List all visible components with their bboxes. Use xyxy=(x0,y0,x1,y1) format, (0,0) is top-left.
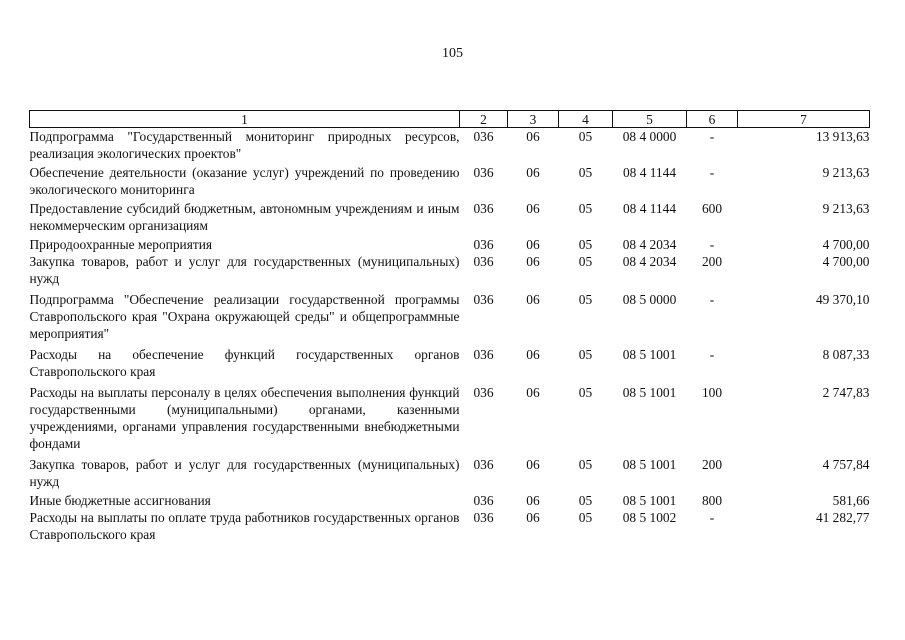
row-ministry-code: 036 xyxy=(473,237,494,252)
row-subsection-code: 05 xyxy=(578,165,593,180)
row-amount: 4 700,00 xyxy=(822,254,870,269)
row-name: Закупка товаров, работ и услуг для государственных (муниципальных) нужд xyxy=(29,254,460,286)
row-ministry-code: 036 xyxy=(473,165,494,180)
row-name: Расходы на обеспечение функций государственных органов Ставропольского края xyxy=(29,347,460,379)
row-name: Подпрограмма "Государственный мониторинг природных ресурсов, реализация экологических проектов" xyxy=(29,129,460,161)
row-target-article: 08 4 0000 xyxy=(622,129,677,144)
row-target-article: 08 5 0000 xyxy=(622,292,677,307)
row-expense-type: - xyxy=(709,347,715,362)
row-target-article: 08 4 1144 xyxy=(622,201,677,216)
row-subsection-code: 05 xyxy=(578,254,593,269)
table-row xyxy=(30,380,870,452)
row-name: Расходы на выплаты по оплате труда работников государственных органов Ставропольского края xyxy=(29,510,460,542)
row-ministry-code: 036 xyxy=(473,457,494,472)
row-section-code: 06 xyxy=(526,237,540,252)
row-subsection-code: 05 xyxy=(578,292,593,307)
table-row xyxy=(30,490,870,509)
row-section-code: 06 xyxy=(526,201,540,216)
row-ministry-code: 036 xyxy=(473,347,494,362)
row-amount: 13 913,63 xyxy=(815,129,870,144)
row-target-article: 08 5 1001 xyxy=(622,385,677,400)
column-header: 3 xyxy=(508,111,559,128)
table-row xyxy=(30,342,870,380)
row-expense-type: - xyxy=(709,129,715,144)
table-row xyxy=(30,234,870,253)
row-amount: 4 757,84 xyxy=(822,457,870,472)
row-amount: 4 700,00 xyxy=(822,237,870,252)
row-amount: 41 282,77 xyxy=(815,510,870,525)
row-name: Закупка товаров, работ и услуг для государственных (муниципальных) нужд xyxy=(29,457,460,489)
row-subsection-code: 05 xyxy=(578,237,593,252)
row-expense-type: 200 xyxy=(701,457,723,472)
row-expense-type: - xyxy=(709,510,715,525)
row-expense-type: - xyxy=(709,292,715,307)
row-target-article: 08 4 2034 xyxy=(622,237,677,252)
row-expense-type: 600 xyxy=(701,201,723,216)
row-amount: 9 213,63 xyxy=(822,201,870,216)
row-section-code: 06 xyxy=(526,493,540,508)
row-ministry-code: 036 xyxy=(473,129,494,144)
row-ministry-code: 036 xyxy=(473,254,494,269)
column-header: 5 xyxy=(613,111,687,128)
row-expense-type: 100 xyxy=(701,385,723,400)
row-ministry-code: 036 xyxy=(473,201,494,216)
row-target-article: 08 4 1144 xyxy=(622,165,677,180)
row-subsection-code: 05 xyxy=(578,129,593,144)
row-subsection-code: 05 xyxy=(578,493,593,508)
column-header: 7 xyxy=(738,111,870,128)
row-name: Обеспечение деятельности (оказание услуг) учреждений по проведению экологического мониторинга xyxy=(29,165,460,197)
row-expense-type: - xyxy=(709,237,715,252)
row-section-code: 06 xyxy=(526,510,540,525)
row-expense-type: 200 xyxy=(701,254,723,269)
row-ministry-code: 036 xyxy=(473,292,494,307)
row-name: Расходы на выплаты персоналу в целях обеспечения выполнения функций государственными (муниципальными) органами, казенными учреждениями, органами управления государственными внебюджетными фондами xyxy=(29,385,460,451)
row-expense-type: - xyxy=(709,165,715,180)
row-ministry-code: 036 xyxy=(473,493,494,508)
row-target-article: 08 4 2034 xyxy=(622,254,677,269)
row-name: Предоставление субсидий бюджетным, автономным учреждениям и иным некоммерческим организациям xyxy=(29,201,460,233)
row-section-code: 06 xyxy=(526,254,540,269)
row-amount: 49 370,10 xyxy=(815,292,870,307)
column-header: 4 xyxy=(559,111,613,128)
table-header-row xyxy=(30,111,870,128)
row-subsection-code: 05 xyxy=(578,347,593,362)
row-name: Иные бюджетные ассигнования xyxy=(29,493,211,508)
row-section-code: 06 xyxy=(526,347,540,362)
table-row xyxy=(30,452,870,490)
row-section-code: 06 xyxy=(526,385,540,400)
table-row xyxy=(30,162,870,198)
row-name: Природоохранные мероприятия xyxy=(29,237,213,252)
budget-table xyxy=(29,110,870,543)
table-row xyxy=(30,287,870,342)
row-section-code: 06 xyxy=(526,129,540,144)
row-amount: 581,66 xyxy=(832,493,870,508)
row-ministry-code: 036 xyxy=(473,510,494,525)
row-amount: 2 747,83 xyxy=(822,385,870,400)
column-header: 2 xyxy=(460,111,508,128)
table-row xyxy=(30,509,870,543)
row-target-article: 08 5 1001 xyxy=(622,347,677,362)
row-amount: 9 213,63 xyxy=(822,165,870,180)
row-subsection-code: 05 xyxy=(578,457,593,472)
row-amount: 8 087,33 xyxy=(822,347,870,362)
column-header: 1 xyxy=(30,111,460,128)
row-name: Подпрограмма "Обеспечение реализации государственной программы Ставропольского края "Охрана окружающей среды" и общепрограммные мероприятия" xyxy=(29,292,460,341)
row-subsection-code: 05 xyxy=(578,385,593,400)
row-section-code: 06 xyxy=(526,457,540,472)
table-row xyxy=(30,253,870,287)
table-row xyxy=(30,198,870,234)
row-target-article: 08 5 1001 xyxy=(622,493,677,508)
row-subsection-code: 05 xyxy=(578,510,593,525)
row-target-article: 08 5 1002 xyxy=(622,510,677,525)
row-ministry-code: 036 xyxy=(473,385,494,400)
row-subsection-code: 05 xyxy=(578,201,593,216)
row-section-code: 06 xyxy=(526,292,540,307)
column-header: 6 xyxy=(687,111,738,128)
row-section-code: 06 xyxy=(526,165,540,180)
row-expense-type: 800 xyxy=(701,493,723,508)
table-row xyxy=(30,128,870,163)
row-target-article: 08 5 1001 xyxy=(622,457,677,472)
page-number: 105 xyxy=(442,46,463,61)
